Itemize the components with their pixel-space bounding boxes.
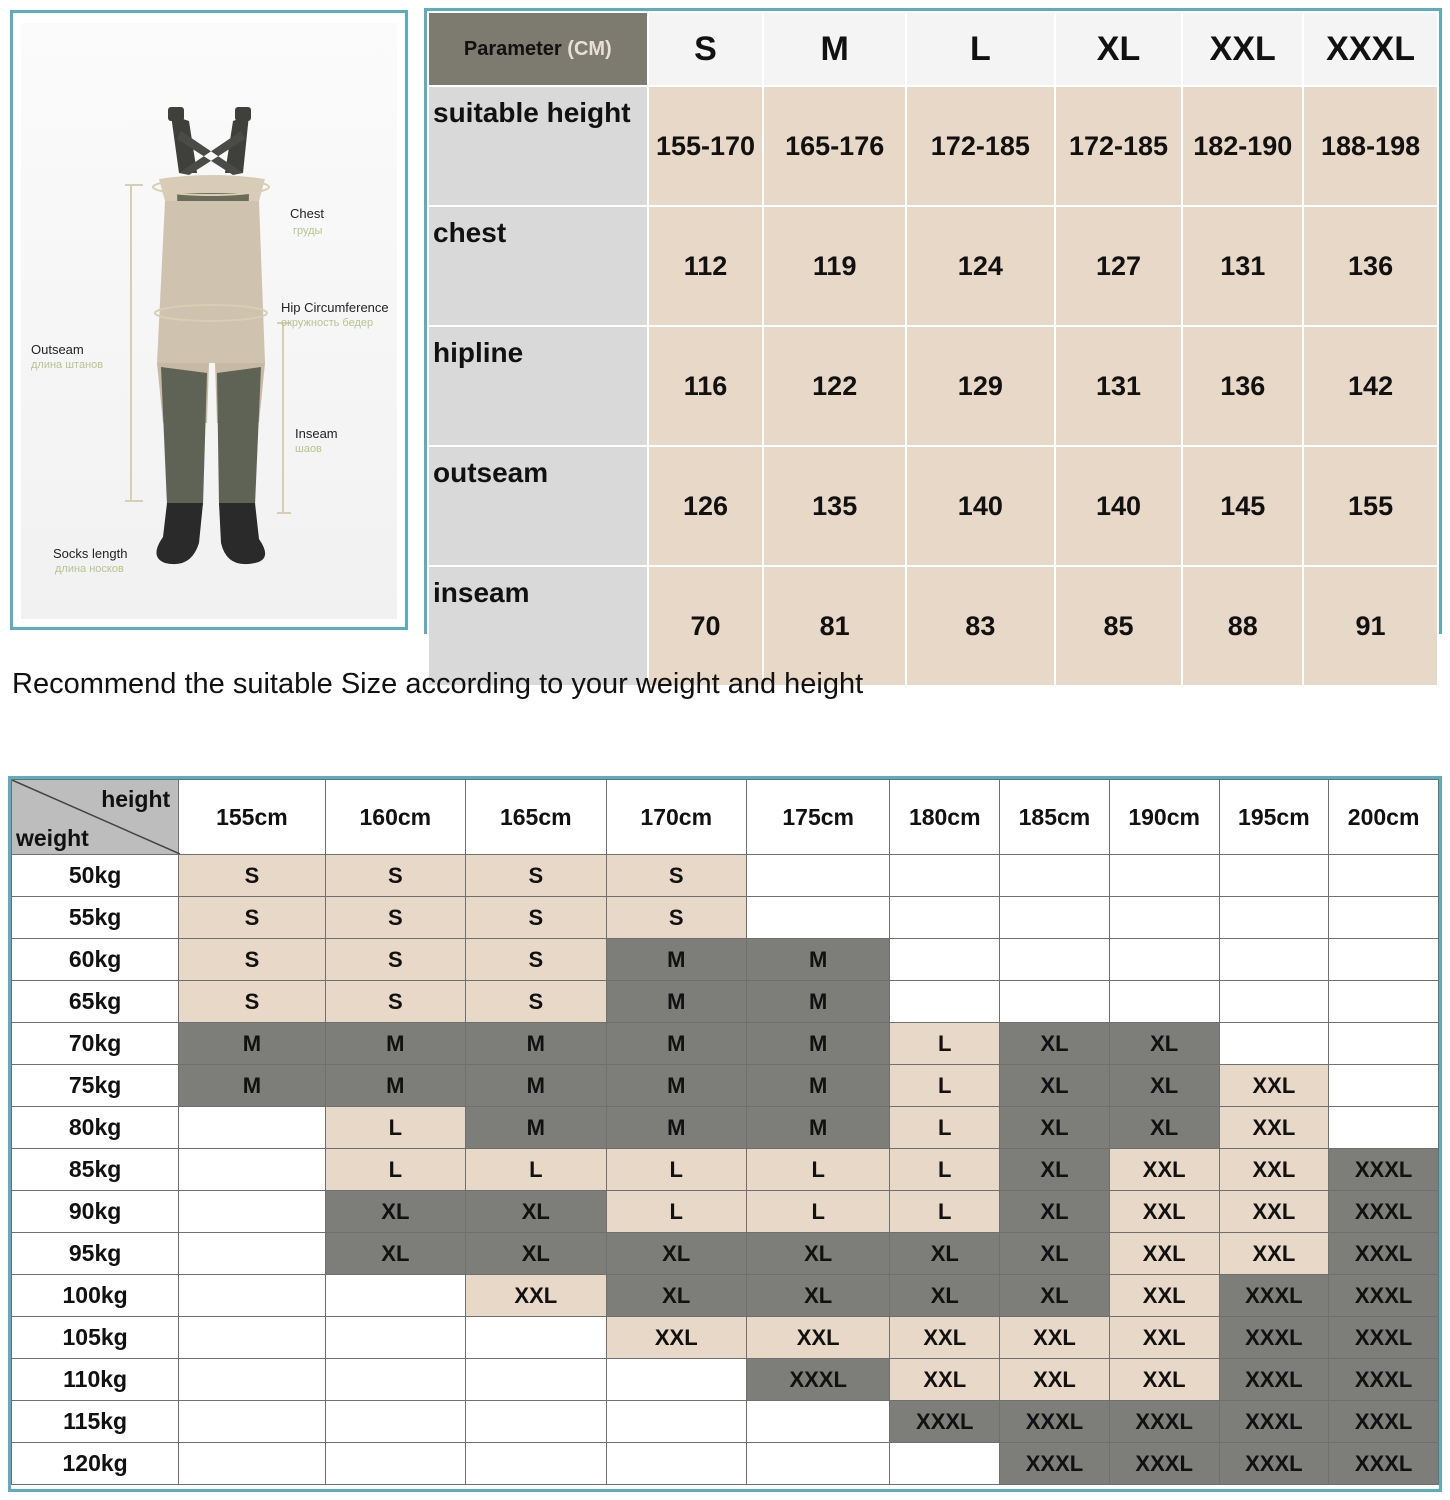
parameter-value: 182-190 <box>1182 86 1303 206</box>
size-cell <box>325 1443 465 1485</box>
parameter-value: 91 <box>1303 566 1438 686</box>
size-cell: XXXL <box>1329 1149 1439 1191</box>
size-cell: S <box>179 897 325 939</box>
size-cell: XXL <box>1219 1107 1329 1149</box>
size-cell: M <box>325 1065 465 1107</box>
size-cell: XXXL <box>1219 1359 1329 1401</box>
size-cell: M <box>746 1065 889 1107</box>
parameter-value: 172-185 <box>1055 86 1183 206</box>
size-cell: S <box>466 897 606 939</box>
size-cell: XXXL <box>1329 1401 1439 1443</box>
grid-row <box>12 1149 1439 1191</box>
size-cell <box>325 1317 465 1359</box>
size-cell <box>746 1443 889 1485</box>
height-header: 165cm <box>466 780 606 855</box>
parameter-value: 88 <box>1182 566 1303 686</box>
grid-corner-cell <box>12 780 179 855</box>
size-cell <box>179 1233 325 1275</box>
height-header: 195cm <box>1219 780 1329 855</box>
size-cell <box>1000 981 1110 1023</box>
size-cell: XXL <box>1000 1359 1110 1401</box>
size-cell: M <box>746 1023 889 1065</box>
size-cell: XXXL <box>890 1401 1000 1443</box>
size-cell: XXL <box>1109 1233 1219 1275</box>
size-cell <box>1329 1023 1439 1065</box>
size-cell: XXL <box>466 1275 606 1317</box>
size-cell <box>1329 1065 1439 1107</box>
parameter-header-cell <box>428 12 648 86</box>
grid-row <box>12 1023 1439 1065</box>
size-cell: XL <box>1000 1149 1110 1191</box>
size-cell <box>466 1359 606 1401</box>
parameter-row-label: suitable height <box>428 86 648 206</box>
parameter-value: 140 <box>1055 446 1183 566</box>
size-cell: S <box>179 939 325 981</box>
parameter-value: 145 <box>1182 446 1303 566</box>
product-image-area <box>21 23 397 619</box>
size-cell: M <box>746 981 889 1023</box>
size-cell: XXXL <box>1329 1275 1439 1317</box>
weight-label: 105kg <box>12 1317 179 1359</box>
size-cell <box>746 1401 889 1443</box>
size-cell <box>179 1191 325 1233</box>
size-cell <box>325 1401 465 1443</box>
size-cell <box>1109 855 1219 897</box>
weight-label: 50kg <box>12 855 179 897</box>
size-cell <box>890 897 1000 939</box>
size-cell: S <box>606 855 746 897</box>
size-cell: S <box>606 897 746 939</box>
strap-top-left <box>168 107 184 121</box>
size-cell: XXL <box>606 1317 746 1359</box>
size-cell: M <box>466 1065 606 1107</box>
size-cell <box>466 1401 606 1443</box>
size-cell: L <box>890 1065 1000 1107</box>
size-cell: XL <box>890 1233 1000 1275</box>
label-chest: Chest <box>290 206 324 221</box>
size-cell: L <box>890 1149 1000 1191</box>
parameter-value: 188-198 <box>1303 86 1438 206</box>
parameter-value: 124 <box>906 206 1055 326</box>
parameter-value: 140 <box>906 446 1055 566</box>
parameter-value: 85 <box>1055 566 1183 686</box>
label-socks: Socks length <box>53 546 128 561</box>
size-cell: XXXL <box>1000 1443 1110 1485</box>
size-cell: XXXL <box>1219 1317 1329 1359</box>
parameter-unit: (CM) <box>567 37 612 60</box>
weight-label: 55kg <box>12 897 179 939</box>
height-header: 160cm <box>325 780 465 855</box>
parameter-value: 122 <box>763 326 906 446</box>
size-cell: L <box>325 1107 465 1149</box>
parameter-table-panel <box>424 8 1442 641</box>
label-inseam: Inseam <box>295 426 338 441</box>
height-header: 170cm <box>606 780 746 855</box>
size-cell <box>1109 897 1219 939</box>
parameter-value: 136 <box>1303 206 1438 326</box>
size-cell <box>1000 855 1110 897</box>
size-cell: S <box>179 981 325 1023</box>
grid-row <box>12 1359 1439 1401</box>
weight-label: 100kg <box>12 1275 179 1317</box>
size-cell: L <box>746 1191 889 1233</box>
size-cell: XL <box>466 1191 606 1233</box>
parameter-row <box>428 86 1438 206</box>
size-cell: XL <box>1000 1065 1110 1107</box>
size-cell: M <box>179 1023 325 1065</box>
size-cell: XXXL <box>1109 1401 1219 1443</box>
parameter-table <box>427 11 1439 687</box>
size-cell <box>1219 939 1329 981</box>
size-cell <box>890 981 1000 1023</box>
size-cell: XXXL <box>1329 1443 1439 1485</box>
size-header: XXXL <box>1303 12 1438 86</box>
size-cell <box>606 1401 746 1443</box>
size-cell <box>1219 981 1329 1023</box>
size-cell: S <box>325 939 465 981</box>
size-cell: M <box>746 939 889 981</box>
size-cell: XXXL <box>1109 1443 1219 1485</box>
size-cell: XL <box>1000 1275 1110 1317</box>
size-cell: XL <box>746 1233 889 1275</box>
size-cell: XXL <box>1109 1275 1219 1317</box>
label-socks-ru: длина носков <box>55 563 124 575</box>
parameter-value: 131 <box>1055 326 1183 446</box>
size-header: XL <box>1055 12 1183 86</box>
size-cell <box>466 1317 606 1359</box>
size-cell: M <box>746 1107 889 1149</box>
parameter-value: 83 <box>906 566 1055 686</box>
size-cell: XXXL <box>1329 1317 1439 1359</box>
parameter-value: 142 <box>1303 326 1438 446</box>
size-cell: S <box>325 897 465 939</box>
weight-label: 80kg <box>12 1107 179 1149</box>
weight-label: 65kg <box>12 981 179 1023</box>
grid-row <box>12 1233 1439 1275</box>
size-cell: XXL <box>1109 1191 1219 1233</box>
size-cell: M <box>466 1023 606 1065</box>
size-cell <box>325 1275 465 1317</box>
grid-row <box>12 1317 1439 1359</box>
label-hip-ru: окружность бедер <box>281 317 374 329</box>
size-cell: XL <box>325 1191 465 1233</box>
size-cell: M <box>606 981 746 1023</box>
grid-row <box>12 855 1439 897</box>
size-cell: XXXL <box>746 1359 889 1401</box>
grid-row <box>12 1401 1439 1443</box>
size-cell: XL <box>1000 1233 1110 1275</box>
leg-left-lower <box>161 367 207 505</box>
size-cell: XXXL <box>1219 1401 1329 1443</box>
weight-label: 120kg <box>12 1443 179 1485</box>
height-header: 175cm <box>746 780 889 855</box>
recommend-heading: Recommend the suitable Size according to your weight and height <box>12 668 864 700</box>
size-cell: XXL <box>1109 1359 1219 1401</box>
size-cell: XL <box>890 1275 1000 1317</box>
size-cell: XL <box>1000 1107 1110 1149</box>
weight-label: 90kg <box>12 1191 179 1233</box>
size-cell: M <box>325 1023 465 1065</box>
label-outseam-ru: длина штанов <box>31 359 104 371</box>
size-cell: M <box>606 939 746 981</box>
weight-label: 110kg <box>12 1359 179 1401</box>
grid-row <box>12 981 1439 1023</box>
size-cell <box>466 1443 606 1485</box>
size-header: XXL <box>1182 12 1303 86</box>
leg-right-lower <box>217 367 261 505</box>
grid-row <box>12 1191 1439 1233</box>
size-cell <box>1329 981 1439 1023</box>
parameter-row-label: inseam <box>428 566 648 686</box>
parameter-value: 119 <box>763 206 906 326</box>
corner-height-label: height <box>101 786 171 812</box>
parameter-value: 127 <box>1055 206 1183 326</box>
parameter-row <box>428 326 1438 446</box>
size-cell <box>1329 1107 1439 1149</box>
size-cell: S <box>179 855 325 897</box>
parameter-label: Parameter <box>463 37 562 60</box>
weight-label: 85kg <box>12 1149 179 1191</box>
size-cell: XXL <box>1109 1149 1219 1191</box>
label-outseam: Outseam <box>31 342 84 357</box>
size-cell <box>1219 897 1329 939</box>
label-hip: Hip Circumference <box>281 300 389 315</box>
size-cell: XXXL <box>1219 1443 1329 1485</box>
parameter-row-label: hipline <box>428 326 648 446</box>
size-cell <box>179 1107 325 1149</box>
parameter-value: 70 <box>648 566 764 686</box>
size-cell: XXL <box>1000 1317 1110 1359</box>
size-cell: XL <box>1109 1023 1219 1065</box>
parameter-value: 129 <box>906 326 1055 446</box>
size-cell: S <box>325 981 465 1023</box>
strap-top-right <box>235 107 251 121</box>
size-header: M <box>763 12 906 86</box>
parameter-header-row <box>428 12 1438 86</box>
label-chest-ru: груды <box>293 225 323 237</box>
parameter-value: 131 <box>1182 206 1303 326</box>
weight-label: 95kg <box>12 1233 179 1275</box>
size-cell: XXXL <box>1219 1275 1329 1317</box>
height-header: 155cm <box>179 780 325 855</box>
size-cell: M <box>606 1065 746 1107</box>
grid-row <box>12 1443 1439 1485</box>
weight-label: 75kg <box>12 1065 179 1107</box>
size-cell: XXL <box>890 1359 1000 1401</box>
size-cell: XL <box>606 1275 746 1317</box>
boot-left <box>156 503 203 564</box>
parameter-value: 135 <box>763 446 906 566</box>
size-header: S <box>648 12 764 86</box>
size-cell <box>1000 897 1110 939</box>
size-cell: M <box>466 1107 606 1149</box>
size-cell <box>890 855 1000 897</box>
size-cell <box>1109 939 1219 981</box>
size-cell <box>890 939 1000 981</box>
height-header: 200cm <box>1329 780 1439 855</box>
size-cell: S <box>325 855 465 897</box>
size-cell <box>606 1443 746 1485</box>
weight-label: 60kg <box>12 939 179 981</box>
size-cell: XL <box>325 1233 465 1275</box>
height-header: 190cm <box>1109 780 1219 855</box>
size-cell <box>890 1443 1000 1485</box>
grid-row <box>12 1107 1439 1149</box>
size-cell <box>1109 981 1219 1023</box>
height-header: 185cm <box>1000 780 1110 855</box>
size-cell <box>179 1401 325 1443</box>
size-cell <box>179 1443 325 1485</box>
size-cell <box>1329 897 1439 939</box>
parameter-value: 172-185 <box>906 86 1055 206</box>
suspender-straps <box>171 115 249 173</box>
grid-row <box>12 1275 1439 1317</box>
size-cell: L <box>890 1023 1000 1065</box>
weight-label: 115kg <box>12 1401 179 1443</box>
parameter-value: 165-176 <box>763 86 906 206</box>
parameter-row-label: chest <box>428 206 648 326</box>
size-cell <box>1219 1023 1329 1065</box>
size-cell: L <box>890 1191 1000 1233</box>
size-cell: XXL <box>746 1317 889 1359</box>
parameter-value: 155 <box>1303 446 1438 566</box>
grid-row <box>12 939 1439 981</box>
size-cell: S <box>466 855 606 897</box>
size-cell <box>606 1359 746 1401</box>
height-header: 180cm <box>890 780 1000 855</box>
corner-weight-label: weight <box>16 825 89 851</box>
grid-header-row <box>12 780 1439 855</box>
parameter-value: 116 <box>648 326 764 446</box>
parameter-row <box>428 446 1438 566</box>
weight-label: 70kg <box>12 1023 179 1065</box>
size-cell: XXXL <box>1329 1233 1439 1275</box>
parameter-value: 126 <box>648 446 764 566</box>
product-panel <box>10 10 408 630</box>
parameter-value: 112 <box>648 206 764 326</box>
size-cell: XXL <box>890 1317 1000 1359</box>
parameter-row <box>428 206 1438 326</box>
size-header: L <box>906 12 1055 86</box>
parameter-value: 155-170 <box>648 86 764 206</box>
size-cell <box>179 1317 325 1359</box>
parameter-row-label: outseam <box>428 446 648 566</box>
size-cell: XXL <box>1219 1149 1329 1191</box>
size-cell <box>746 897 889 939</box>
size-cell: XXXL <box>1329 1359 1439 1401</box>
size-cell <box>1329 855 1439 897</box>
size-cell: XXL <box>1219 1233 1329 1275</box>
size-cell: S <box>466 981 606 1023</box>
label-inseam-ru: шаов <box>295 443 322 455</box>
size-cell: XL <box>1000 1191 1110 1233</box>
size-cell: XL <box>1109 1107 1219 1149</box>
grid-body <box>12 780 1439 1485</box>
size-cell: XL <box>1109 1065 1219 1107</box>
size-cell: L <box>890 1107 1000 1149</box>
size-cell: XXL <box>1109 1317 1219 1359</box>
boot-right <box>219 503 265 564</box>
grid-row <box>12 1065 1439 1107</box>
size-cell: M <box>606 1023 746 1065</box>
parameter-table-body <box>428 86 1438 686</box>
size-cell: XL <box>606 1233 746 1275</box>
size-cell: L <box>606 1149 746 1191</box>
parameter-value: 81 <box>763 566 906 686</box>
size-cell: L <box>325 1149 465 1191</box>
size-cell: XXXL <box>1329 1191 1439 1233</box>
grid-row <box>12 897 1439 939</box>
size-recommendation-panel <box>8 776 1442 1492</box>
size-cell: XL <box>466 1233 606 1275</box>
size-cell: XL <box>1000 1023 1110 1065</box>
size-cell <box>179 1149 325 1191</box>
size-cell: XXL <box>1219 1065 1329 1107</box>
size-cell <box>1329 939 1439 981</box>
size-cell: XXL <box>1219 1191 1329 1233</box>
size-cell <box>1219 855 1329 897</box>
size-cell: S <box>466 939 606 981</box>
wader-body <box>157 201 265 363</box>
size-recommendation-grid <box>11 779 1439 1485</box>
size-cell: L <box>466 1149 606 1191</box>
size-cell <box>179 1359 325 1401</box>
size-cell: M <box>179 1065 325 1107</box>
size-cell: L <box>746 1149 889 1191</box>
size-cell: XL <box>746 1275 889 1317</box>
size-cell <box>325 1359 465 1401</box>
size-cell <box>179 1275 325 1317</box>
parameter-value: 136 <box>1182 326 1303 446</box>
size-cell: M <box>606 1107 746 1149</box>
size-cell: L <box>606 1191 746 1233</box>
size-cell <box>1000 939 1110 981</box>
size-cell: XXXL <box>1000 1401 1110 1443</box>
size-cell <box>746 855 889 897</box>
